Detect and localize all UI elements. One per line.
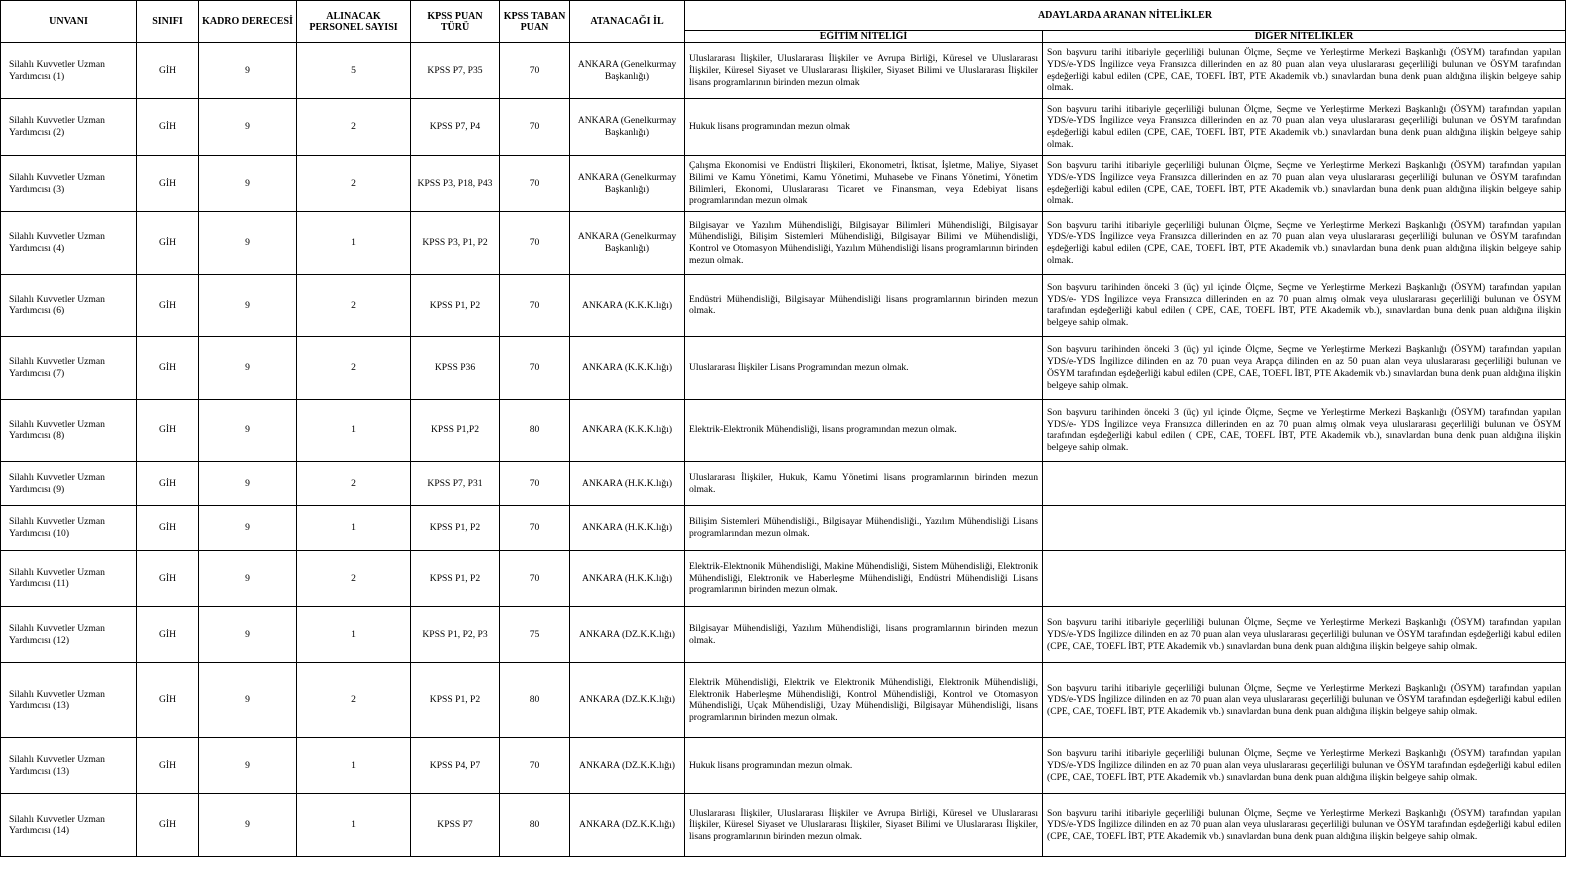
cell-sinifi: GİH	[137, 738, 199, 794]
cell-diger-nitelikler	[1043, 550, 1566, 606]
cell-kpss-puan-turu: KPSS P7	[411, 794, 500, 857]
cell-egitim-niteligi: Hukuk lisans programından mezun olmak.	[685, 738, 1043, 794]
cell-kpss-taban: 70	[500, 43, 570, 99]
cell-diger-nitelikler: Son başvuru tarihi itibariyle geçerliliği bulunan Ölçme, Seçme ve Yerleştirme Merkezi Başkanlığı (ÖSYM) tarafından yapılan YDS/e-YDS İngilizce dilinden en az 70 puan alan veya uluslararası geçerliliği bulunan ve ÖSYM tarafından eşdeğerliği kabul edilen (CPE, CAE, TOEFL İBT, PTE Akademik vb.) sınavlardan buna denk puan aldığına ilişkin belgeye sahip olmak.	[1043, 794, 1566, 857]
cell-kpss-puan-turu: KPSS P3, P1, P2	[411, 212, 500, 274]
cell-kpss-taban: 70	[500, 506, 570, 550]
cell-kpss-puan-turu: KPSS P36	[411, 337, 500, 399]
cell-sinifi: GİH	[137, 607, 199, 663]
cell-egitim-niteligi: Bilgisayar Mühendisliği, Yazılım Mühendisliği, lisans programlarının birinden mezun olmak.	[685, 607, 1043, 663]
table-row	[1, 99, 1566, 155]
table-row	[1, 738, 1566, 794]
cell-kadro: 9	[199, 794, 297, 857]
cell-sinifi: GİH	[137, 155, 199, 211]
cell-diger-nitelikler: Son başvuru tarihi itibariyle geçerliliği bulunan Ölçme, Seçme ve Yerleştirme Merkezi Başkanlığı (ÖSYM) tarafından yapılan YDS/e-YDS İngilizce veya Fransızca dillerinden en az 80 puan alan veya uluslararası geçerliliği bulunan ve ÖSYM tarafından eşdeğerliği kabul edilen (CPE, CAE, TOEFL İBT, PTE Akademik vb.) sınavlardan buna denk puan aldığına ilişkin belgeye sahip olmak.	[1043, 43, 1566, 99]
cell-personel-sayisi: 1	[297, 607, 411, 663]
table-row	[1, 399, 1566, 461]
table-row	[1, 155, 1566, 211]
cell-unvani: Silahlı Kuvvetler Uzman Yardımcısı (13)	[1, 738, 137, 794]
cell-kpss-puan-turu: KPSS P4, P7	[411, 738, 500, 794]
cell-atanacagi-il: ANKARA (DZ.K.K.lığı)	[570, 794, 685, 857]
header-row	[1, 1, 1566, 31]
table-row	[1, 794, 1566, 857]
cell-personel-sayisi: 1	[297, 399, 411, 461]
cell-kpss-taban: 70	[500, 155, 570, 211]
cell-kpss-puan-turu: KPSS P1, P2	[411, 506, 500, 550]
header-kpss-taban-puan: KPSS TABAN PUAN	[500, 1, 570, 43]
cell-unvani: Silahlı Kuvvetler Uzman Yardımcısı (14)	[1, 794, 137, 857]
header-kpss-puan-turu: KPSS PUAN TÜRÜ	[411, 1, 500, 43]
cell-sinifi: GİH	[137, 506, 199, 550]
cell-personel-sayisi: 2	[297, 462, 411, 506]
cell-kpss-puan-turu: KPSS P1, P2	[411, 550, 500, 606]
cell-sinifi: GİH	[137, 99, 199, 155]
cell-unvani: Silahlı Kuvvetler Uzman Yardımcısı (1)	[1, 43, 137, 99]
table-row	[1, 43, 1566, 99]
cell-unvani: Silahlı Kuvvetler Uzman Yardımcısı (4)	[1, 212, 137, 274]
cell-kadro: 9	[199, 99, 297, 155]
table-row	[1, 506, 1566, 550]
cell-personel-sayisi: 2	[297, 663, 411, 738]
cell-sinifi: GİH	[137, 550, 199, 606]
cell-diger-nitelikler	[1043, 506, 1566, 550]
cell-atanacagi-il: ANKARA (H.K.K.lığı)	[570, 462, 685, 506]
cell-kpss-taban: 70	[500, 550, 570, 606]
cell-unvani: Silahlı Kuvvetler Uzman Yardımcısı (6)	[1, 274, 137, 336]
cell-unvani: Silahlı Kuvvetler Uzman Yardımcısı (9)	[1, 462, 137, 506]
cell-atanacagi-il: ANKARA (DZ.K.K.lığı)	[570, 738, 685, 794]
cell-kadro: 9	[199, 607, 297, 663]
cell-kpss-puan-turu: KPSS P1, P2, P3	[411, 607, 500, 663]
cell-kadro: 9	[199, 43, 297, 99]
cell-kadro: 9	[199, 550, 297, 606]
cell-kpss-puan-turu: KPSS P7, P35	[411, 43, 500, 99]
cell-unvani: Silahlı Kuvvetler Uzman Yardımcısı (13)	[1, 663, 137, 738]
cell-unvani: Silahlı Kuvvetler Uzman Yardımcısı (3)	[1, 155, 137, 211]
cell-personel-sayisi: 1	[297, 506, 411, 550]
cell-kpss-puan-turu: KPSS P1,P2	[411, 399, 500, 461]
cell-kpss-taban: 80	[500, 399, 570, 461]
header-sinifi: SINIFI	[137, 1, 199, 43]
cell-kadro: 9	[199, 212, 297, 274]
cell-kpss-puan-turu: KPSS P3, P18, P43	[411, 155, 500, 211]
cell-egitim-niteligi: Uluslararası İlişkiler, Uluslararası İlişkiler ve Avrupa Birliği, Küresel ve Uluslararası İlişkiler, Küresel Siyaset ve Uluslararası İlişkiler, Siyaset Bilimi ve Uluslararası İlişkiler lisans programlarının birinden mezun olmak	[685, 43, 1043, 99]
cell-egitim-niteligi: Endüstri Mühendisliği, Bilgisayar Mühendisliği lisans programlarının birinden mezun olmak.	[685, 274, 1043, 336]
cell-kpss-taban: 70	[500, 337, 570, 399]
header-alinacak-personel: ALINACAK PERSONEL SAYISI	[297, 1, 411, 43]
cell-kadro: 9	[199, 399, 297, 461]
cell-sinifi: GİH	[137, 43, 199, 99]
header-adaylarda-aranan: ADAYLARDA ARANAN NİTELİKLER	[685, 1, 1566, 31]
cell-sinifi: GİH	[137, 337, 199, 399]
cell-egitim-niteligi: Uluslararası İlişkiler, Uluslararası İlişkiler ve Avrupa Birliği, Küresel ve Uluslararası İlişkiler, Küresel Siyaset ve Uluslararası İlişkiler, Siyaset Bilimi ve Uluslararası İlişkiler, lisans programlarının birinden mezun olmak.	[685, 794, 1043, 857]
cell-sinifi: GİH	[137, 462, 199, 506]
cell-personel-sayisi: 2	[297, 337, 411, 399]
cell-egitim-niteligi: Uluslararası İlişkiler Lisans Programından mezun olmak.	[685, 337, 1043, 399]
cell-diger-nitelikler: Son başvuru tarihinden önceki 3 (üç) yıl içinde Ölçme, Seçme ve Yerleştirme Merkezi Başkanlığı (ÖSYM) tarafından yapılan YDS/e- YDS İngilizce veya Fransızca dillerinden en az 70 puan almış olmak veya uluslararası geçerliliği bulunan ve ÖSYM tarafından eşdeğerliği kabul edilen ( CPE, CAE, TOEFL İBT, PTE Akademik vb.), sınavlardan buna denk puan aldığına ilişkin belgeye sahip olmak.	[1043, 399, 1566, 461]
cell-atanacagi-il: ANKARA (H.K.K.lığı)	[570, 506, 685, 550]
cell-kadro: 9	[199, 506, 297, 550]
cell-diger-nitelikler: Son başvuru tarihinden önceki 3 (üç) yıl içinde Ölçme, Seçme ve Yerleştirme Merkezi Başkanlığı (ÖSYM) tarafından yapılan YDS/e- YDS İngilizce veya Fransızca dillerinden en az 70 puan almış olmak veya uluslararası geçerliliği bulunan ve ÖSYM tarafından eşdeğerliği kabul edilen ( CPE, CAE, TOEFL İBT, PTE Akademik vb.), sınavlardan buna denk puan aldığına ilişkin belgeye sahip olmak.	[1043, 274, 1566, 336]
cell-atanacagi-il: ANKARA (DZ.K.K.lığı)	[570, 663, 685, 738]
table-row	[1, 550, 1566, 606]
cell-atanacagi-il: ANKARA (K.K.K.lığı)	[570, 274, 685, 336]
cell-kpss-taban: 70	[500, 99, 570, 155]
table-body	[1, 43, 1566, 857]
cell-sinifi: GİH	[137, 794, 199, 857]
cell-unvani: Silahlı Kuvvetler Uzman Yardımcısı (12)	[1, 607, 137, 663]
header-atanacagi-il: ATANACAĞI İL	[570, 1, 685, 43]
cell-sinifi: GİH	[137, 663, 199, 738]
cell-kadro: 9	[199, 462, 297, 506]
table-row	[1, 274, 1566, 336]
cell-unvani: Silahlı Kuvvetler Uzman Yardımcısı (11)	[1, 550, 137, 606]
cell-kpss-taban: 75	[500, 607, 570, 663]
cell-kpss-taban: 70	[500, 274, 570, 336]
cell-diger-nitelikler: Son başvuru tarihi itibariyle geçerliliği bulunan Ölçme, Seçme ve Yerleştirme Merkezi Başkanlığı (ÖSYM) tarafından yapılan YDS/e-YDS İngilizce veya Fransızca dillerinden en az 70 puan alan veya uluslararası geçerliliği bulunan ve ÖSYM tarafından eşdeğerliği kabul edilen (CPE, CAE, TOEFL İBT, PTE Akademik vb.) sınavlardan buna denk puan aldığına ilişkin belgeye sahip olmak.	[1043, 212, 1566, 274]
header-unvani: UNVANI	[1, 1, 137, 43]
cell-sinifi: GİH	[137, 212, 199, 274]
cell-kpss-puan-turu: KPSS P1, P2	[411, 274, 500, 336]
cell-kpss-puan-turu: KPSS P7, P31	[411, 462, 500, 506]
cell-kadro: 9	[199, 337, 297, 399]
cell-egitim-niteligi: Uluslararası İlişkiler, Hukuk, Kamu Yönetimi lisans programlarının birinden mezun olmak.	[685, 462, 1043, 506]
cell-diger-nitelikler: Son başvuru tarihi itibariyle geçerliliği bulunan Ölçme, Seçme ve Yerleştirme Merkezi Başkanlığı (ÖSYM) tarafından yapılan YDS/e-YDS İngilizce dilinden en az 70 puan alan veya uluslararası geçerliliği bulunan ve ÖSYM tarafından eşdeğerliği kabul edilen (CPE, CAE, TOEFL İBT, PTE Akademik vb.) sınavlardan buna denk puan aldığına ilişkin belgeye sahip olmak.	[1043, 738, 1566, 794]
cell-atanacagi-il: ANKARA (DZ.K.K.lığı)	[570, 607, 685, 663]
table-row	[1, 337, 1566, 399]
cell-unvani: Silahlı Kuvvetler Uzman Yardımcısı (10)	[1, 506, 137, 550]
cell-personel-sayisi: 2	[297, 99, 411, 155]
cell-diger-nitelikler: Son başvuru tarihinden önceki 3 (üç) yıl içinde Ölçme, Seçme ve Yerleştirme Merkezi Başkanlığı (ÖSYM) tarafından yapılan YDS/e-YDS İngilizce dilinden en az 70 puan veya Arapça dilinden en az 50 puan alan veya uluslararası geçerliliği bulunan ve ÖSYM tarafından eşdeğerliği kabul edilen (CPE, CAE, TOEFL İBT, PTE Akademik vb.) sınavlardan buna denk puan aldığına ilişkin belgeye sahip olmak.	[1043, 337, 1566, 399]
header-diger-nitelikler: DİĞER NİTELİKLER	[1043, 31, 1566, 43]
cell-diger-nitelikler: Son başvuru tarihi itibariyle geçerliliği bulunan Ölçme, Seçme ve Yerleştirme Merkezi Başkanlığı (ÖSYM) tarafından yapılan YDS/e-YDS İngilizce veya Fransızca dillerinden en az 70 puan alan veya uluslararası geçerliliği bulunan ve ÖSYM tarafından eşdeğerliği kabul edilen (CPE, CAE, TOEFL İBT, PTE Akademik vb.) sınavlardan buna denk puan aldığına ilişkin belgeye sahip olmak.	[1043, 155, 1566, 211]
cell-atanacagi-il: ANKARA (Genelkurmay Başkanlığı)	[570, 99, 685, 155]
cell-kpss-puan-turu: KPSS P7, P4	[411, 99, 500, 155]
cell-kadro: 9	[199, 663, 297, 738]
cell-personel-sayisi: 1	[297, 794, 411, 857]
cell-kpss-taban: 80	[500, 794, 570, 857]
cell-diger-nitelikler: Son başvuru tarihi itibariyle geçerliliği bulunan Ölçme, Seçme ve Yerleştirme Merkezi Başkanlığı (ÖSYM) tarafından yapılan YDS/e-YDS İngilizce dilinden en az 70 puan alan veya uluslararası geçerliliği bulunan ve ÖSYM tarafından eşdeğerliği kabul edilen (CPE, CAE, TOEFL İBT, PTE Akademik vb.) sınavlardan buna denk puan aldığına ilişkin belgeye sahip olmak.	[1043, 663, 1566, 738]
cell-atanacagi-il: ANKARA (H.K.K.lığı)	[570, 550, 685, 606]
cell-unvani: Silahlı Kuvvetler Uzman Yardımcısı (7)	[1, 337, 137, 399]
cell-personel-sayisi: 2	[297, 550, 411, 606]
cell-diger-nitelikler	[1043, 462, 1566, 506]
cell-kpss-puan-turu: KPSS P1, P2	[411, 663, 500, 738]
table-row	[1, 607, 1566, 663]
header-egitim-niteligi: EĞİTİM NİTELİĞİ	[685, 31, 1043, 43]
cell-personel-sayisi: 2	[297, 274, 411, 336]
cell-egitim-niteligi: Bilgisayar ve Yazılım Mühendisliği, Bilgisayar Bilimleri Mühendisliği, Bilgisayar Mühendisliği, Bilişim Sistemleri Mühendisliği, Bilgisayar Bilimi ve Mühendisliği, Kontrol ve Otomasyon Mühendisliği, Yazılım Mühendisliği lisans programlarının birinden mezun olmak.	[685, 212, 1043, 274]
cell-atanacagi-il: ANKARA (Genelkurmay Başkanlığı)	[570, 43, 685, 99]
cell-kpss-taban: 70	[500, 462, 570, 506]
cell-diger-nitelikler: Son başvuru tarihi itibariyle geçerliliği bulunan Ölçme, Seçme ve Yerleştirme Merkezi Başkanlığı (ÖSYM) tarafından yapılan YDS/e-YDS İngilizce dilinden en az 70 puan alan veya uluslararası geçerliliği bulunan ve ÖSYM tarafından eşdeğerliği kabul edilen (CPE, CAE, TOEFL İBT, PTE Akademik vb.) sınavlardan buna denk puan aldığına ilişkin belgeye sahip olmak.	[1043, 607, 1566, 663]
cell-kadro: 9	[199, 274, 297, 336]
table-row	[1, 462, 1566, 506]
cell-egitim-niteligi: Hukuk lisans programından mezun olmak	[685, 99, 1043, 155]
table-row	[1, 212, 1566, 274]
cell-sinifi: GİH	[137, 399, 199, 461]
cell-diger-nitelikler: Son başvuru tarihi itibariyle geçerliliği bulunan Ölçme, Seçme ve Yerleştirme Merkezi Başkanlığı (ÖSYM) tarafından yapılan YDS/e-YDS İngilizce veya Fransızca dillerinden en az 70 puan alan veya uluslararası geçerliliği bulunan ve ÖSYM tarafından eşdeğerliği kabul edilen (CPE, CAE, TOEFL İBT, PTE Akademik vb.) sınavlardan buna denk puan aldığına ilişkin belgeye sahip olmak.	[1043, 99, 1566, 155]
cell-unvani: Silahlı Kuvvetler Uzman Yardımcısı (2)	[1, 99, 137, 155]
cell-kadro: 9	[199, 738, 297, 794]
header-kadro-derecesi: KADRO DERECESİ	[199, 1, 297, 43]
cell-egitim-niteligi: Elektrik Mühendisliği, Elektrik ve Elektronik Mühendisliği, Elektronik Mühendisliği, Elektronik Haberleşme Mühendisliği, Kontrol Mühendisliği, Kontrol ve Otomasyon Mühendisliği, Uçak Mühendisliği, Uzay Mühendisliği, Bilgisayar Mühendisliği, lisans programlarının birinden mezun olmak.	[685, 663, 1043, 738]
cell-personel-sayisi: 2	[297, 155, 411, 211]
table-row	[1, 663, 1566, 738]
cell-unvani: Silahlı Kuvvetler Uzman Yardımcısı (8)	[1, 399, 137, 461]
cell-personel-sayisi: 1	[297, 738, 411, 794]
cell-egitim-niteligi: Bilişim Sistemleri Mühendisliği., Bilgisayar Mühendisliği., Yazılım Mühendisliği Lisans programlarından mezun olmak.	[685, 506, 1043, 550]
cell-atanacagi-il: ANKARA (K.K.K.lığı)	[570, 399, 685, 461]
cell-personel-sayisi: 1	[297, 212, 411, 274]
cell-sinifi: GİH	[137, 274, 199, 336]
cell-kadro: 9	[199, 155, 297, 211]
cell-atanacagi-il: ANKARA (Genelkurmay Başkanlığı)	[570, 155, 685, 211]
cell-kpss-taban: 70	[500, 738, 570, 794]
cell-egitim-niteligi: Çalışma Ekonomisi ve Endüstri İlişkileri, Ekonometri, İktisat, İşletme, Maliye, Siyaset Bilimi ve Kamu Yönetimi, Kamu Yönetimi, Muhasebe ve Finans Yönetimi, Yönetim Bilimleri, Ekonomi, Uluslararası Ticaret ve Finansman, veya Edebiyat lisans programlarından mezun olmak	[685, 155, 1043, 211]
cell-atanacagi-il: ANKARA (Genelkurmay Başkanlığı)	[570, 212, 685, 274]
cell-egitim-niteligi: Elektrik-Elektnonik Mühendisliği, Makine Mühendisliği, Sistem Mühendisliği, Elektronik Mühendisliği, Elektronik ve Haberleşme Mühendisliği, Endüstri Mühendisliği Lisans programlarının birinden mezun olmak.	[685, 550, 1043, 606]
cell-personel-sayisi: 5	[297, 43, 411, 99]
cell-kpss-taban: 80	[500, 663, 570, 738]
cell-kpss-taban: 70	[500, 212, 570, 274]
cell-atanacagi-il: ANKARA (K.K.K.lığı)	[570, 337, 685, 399]
cell-egitim-niteligi: Elektrik-Elektronik Mühendisliği, lisans programından mezun olmak.	[685, 399, 1043, 461]
